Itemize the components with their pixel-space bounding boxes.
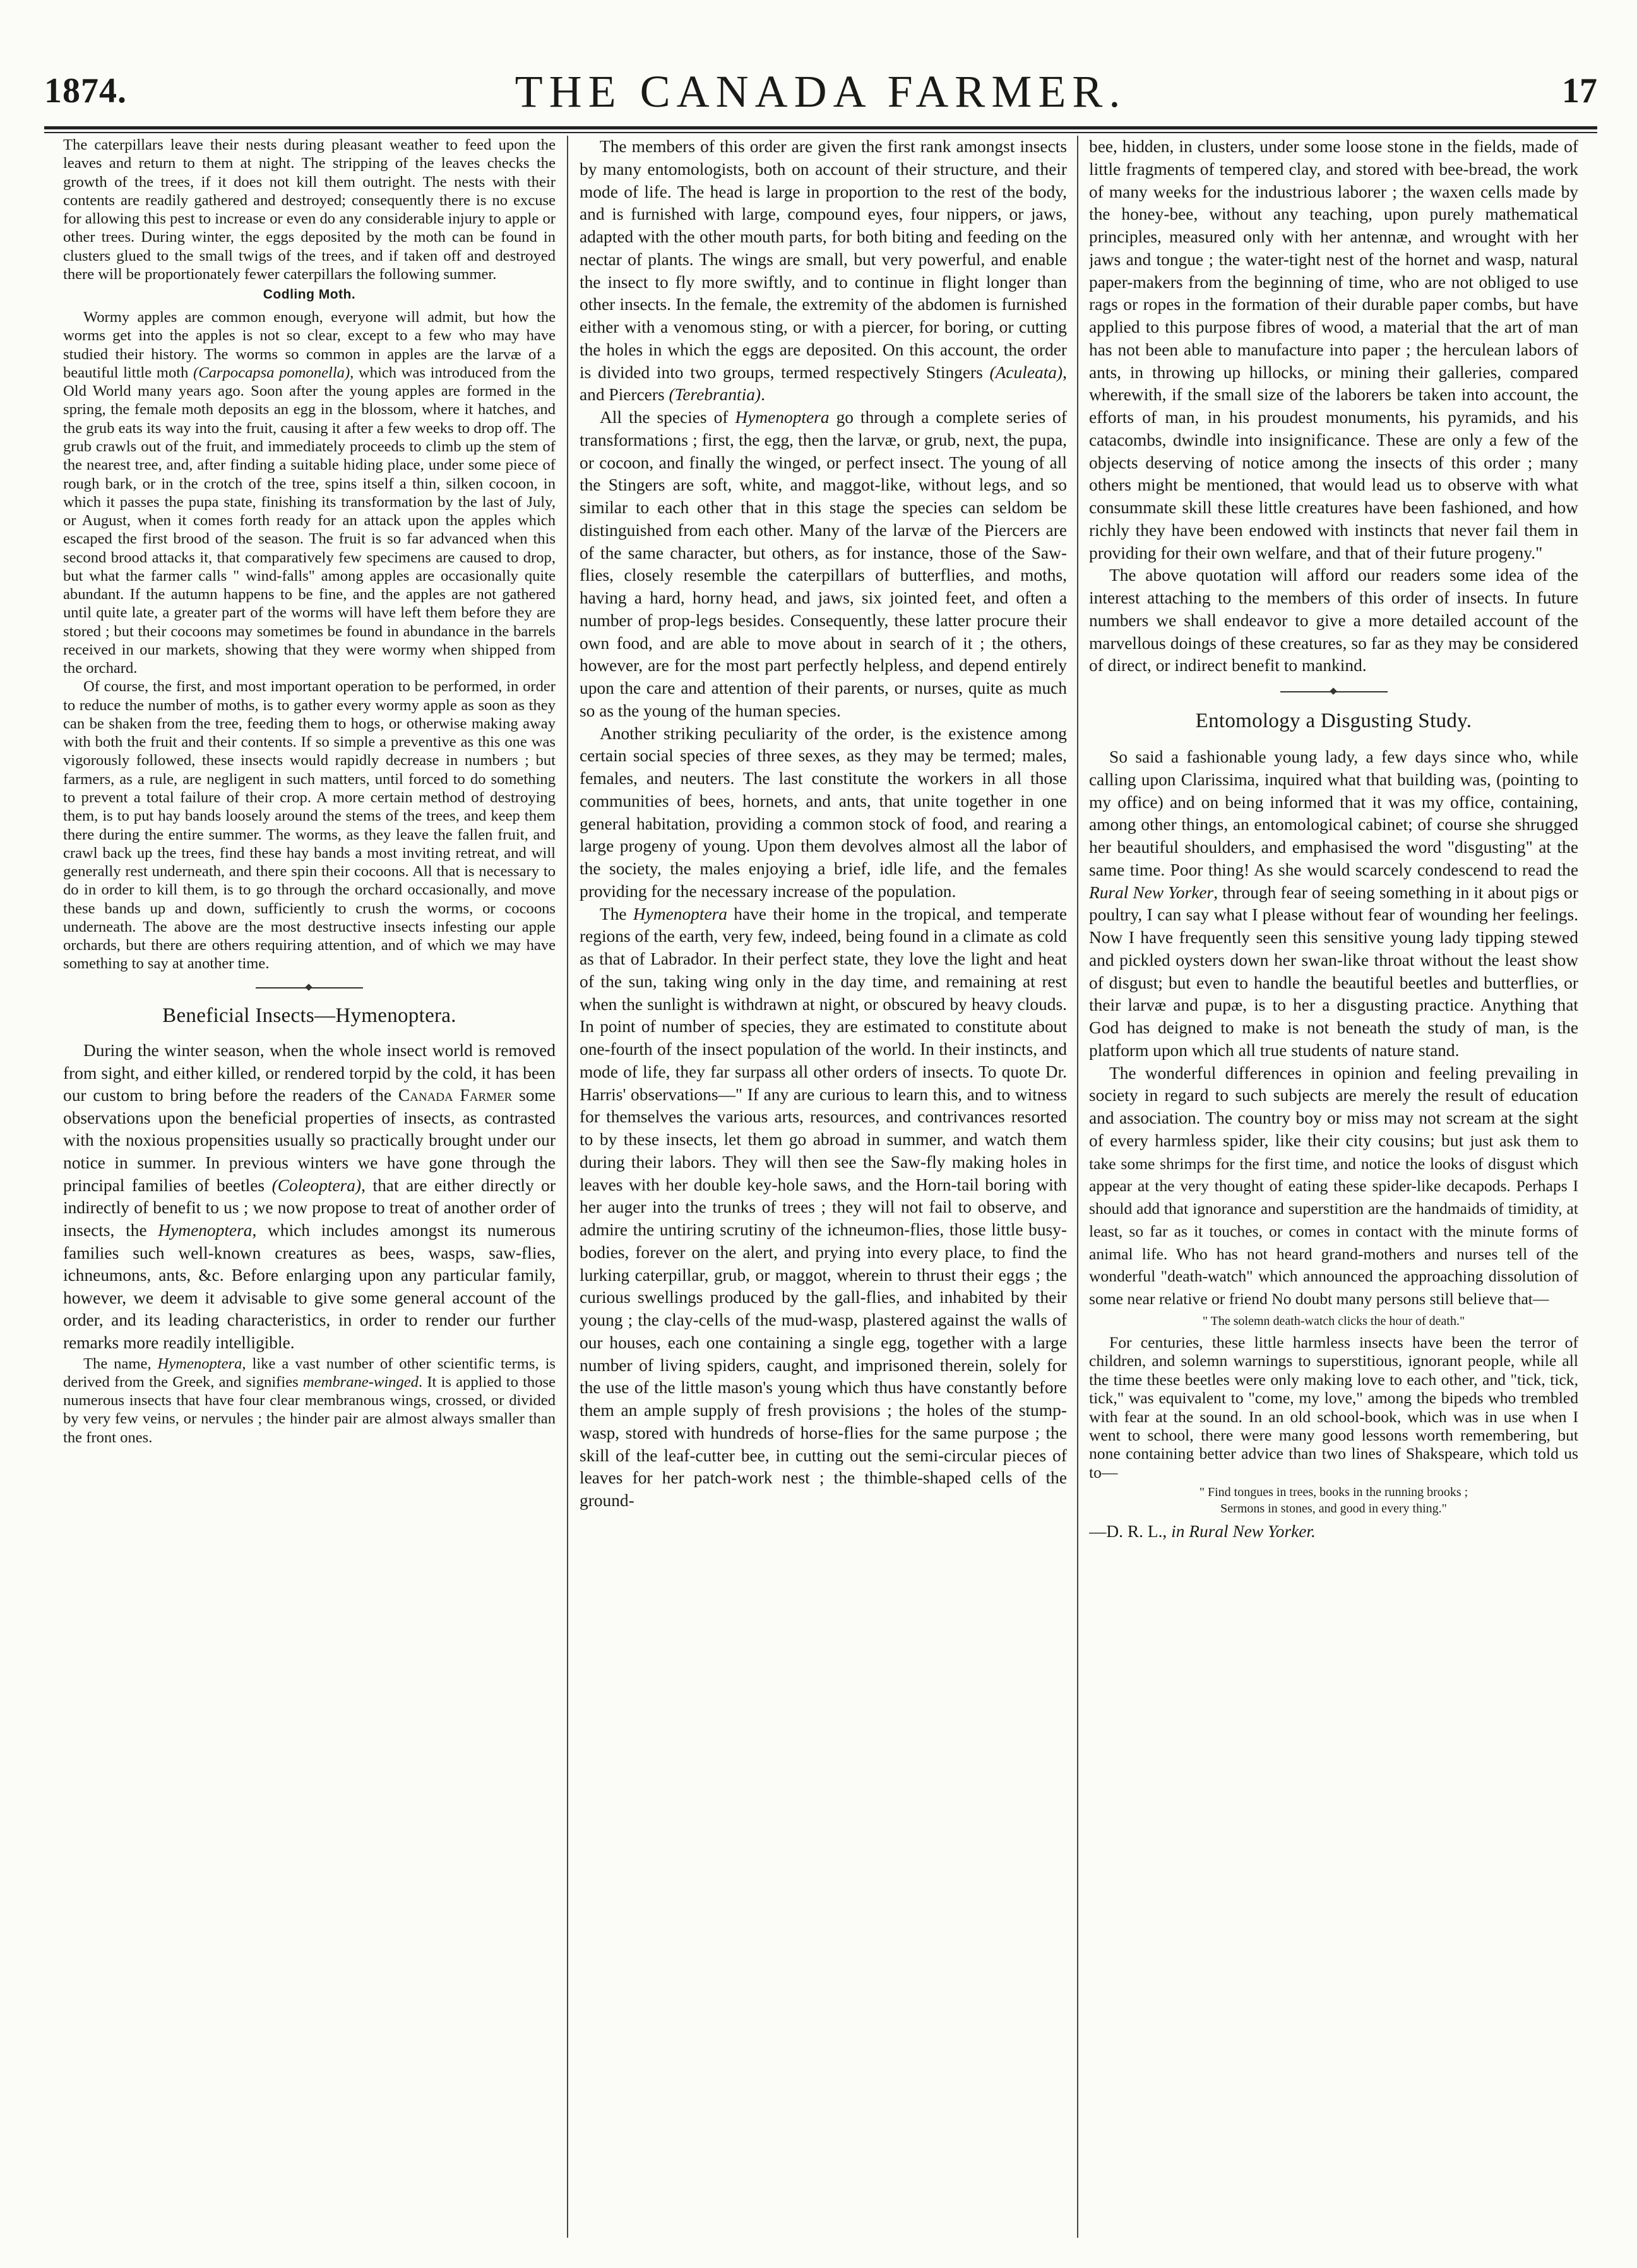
section-divider: [256, 987, 363, 992]
column-divider: [1077, 136, 1078, 2238]
column-divider: [567, 136, 568, 2238]
paragraph: For centuries, these little harmless insects have been the terror of children, and solemn warnings to superstitious, ignorant people, while all the time these beetles were only making love to each other, and "tick, tick, tick," was equivalent to "come, my love," among the bipeds who trembled with fear at the sound. In an old school-book, which was in use when I went to school, there were many good lessons worth remembering, but none containing better advice than two lines of Shakspeare, which told us to—: [1089, 1333, 1578, 1481]
paragraph: bee, hidden, in clusters, under some loose stone in the fields, made of little fragments of tempered clay, and stored with bee-bread, the work of many weeks for the industrious laborer ; the waxen cells made by the honey-bee, without any teaching, upon purely mathematical principles, measured only with her antennæ, and wrought with her jaws and tongue ; the water-tight nest of the hornet and wasp, natural paper-makers from the beginning of time, who are not obliged to use rags or ropes in the formation of their durable paper combs, but have applied to this purpose fibres of wood, a material that the art of man has not been able to manufacture into paper ; the herculean labors of ants, in throwing up hillocks, or mining their galleries, compared wherewith, if the small size of the laborers be taken into account, the efforts of man, in his proudest monuments, his pyramids, and his catacombs, dwindle into insignificance. These are only a few of the objects deserving of notice among the insects of this order ; many others might be mentioned, that would lead us to observe with what consummate skill these little creatures have been fashioned, and how richly they have been endowed with instincts that never fail them in providing for their own welfare, and that of their future progeny.": [1089, 137, 1578, 562]
quotation-line: " Find tongues in trees, books in the running brooks ;: [1199, 1485, 1468, 1500]
masthead-rule-thin: [44, 132, 1597, 133]
paragraph: All the species of Hymenoptera go through a complete series of transformations ; first, the egg, then the larvæ, or grub, next, the pupa, or cocoon, and finally the winged, or perfect insect. The young of all the Stingers are soft, white, and maggot-like, without legs, and so similar to each other that in this stage the species can seldom be distinguished from each other. Many of the larvæ of the Piercers are of the same character, but others, as for instance, those of the Saw-flies, closely resemble the caterpillars of butterflies, and moths, having a hard, horny head, and jaws, six jointed feet, and often a number of prop-legs besides. Consequently, these latter procure their own food, and are able to move about in search of it ; the others, however, are for the most part perfectly helpless, and depend entirely upon the care and attention of their parents, or nurses, quite as much so as the young of the human species.: [580, 408, 1067, 720]
paragraph: So said a fashionable young lady, a few days since who, while calling upon Clarissima, inquired what that building was, (pointing to my office) and on being informed that it was my office, containing, among other things, an entomological cabinet; of course she shrugged her beautiful shoulders, and emphasised the word "disgusting" at the same time. Poor thing! As she would scarcely condescend to read the Rural New Yorker, through fear of seeing something in it about pigs or poultry, I can say what I please without fear of wounding her feelings. Now I have frequently seen this sensitive young lady tipping stewed and pickled oysters down her swan-like throat without the least show of disgust; but even to handle the beautiful beetles and butterflies, or their larvæ and pupæ, is to her a disgusting practice. Anything that God has deigned to make is not beneath the study of man, is the platform upon which all true students of nature stand.: [1089, 747, 1578, 1060]
signature: —D. R. L., in Rural New Yorker.: [1089, 1522, 1316, 1541]
paragraph: The wonderful differences in opinion and feeling prevailing in society in regard to such subjects are merely the result of education and association. The country boy or miss may not scream at the sight of every harmless spider, like their city cousins; but just ask them to take some shrimps for the first time, and notice the looks of disgust which appear at the very thought of eating these spider-like decapods. Perhaps I should add that ignorance and superstition are the handmaids of timidity, at least, so far as it touches, or comes in contact with the minute forms of animal life. Who has not heard grand-mothers and nurses tell of the wonderful "death-watch" which announced the approaching dissolution of some near relative or friend No doubt many persons still believe that—: [1089, 1063, 1578, 1309]
article-heading: Beneficial Insects—Hymenoptera.: [162, 1004, 456, 1027]
paragraph: Another striking peculiarity of the order, is the existence among certain social species of three sexes, as they may be termed; males, females, and neuters. The last constitute the workers in all those communities of bees, hornets, and ants, that unite together in one general habitation, providing a common stock of food, and rearing a large progeny of young. Upon them devolves almost all the labor of the society, the males enjoying a brief, idle life, and the females providing for the necessary increase of the population.: [580, 723, 1067, 901]
paragraph: Of course, the first, and most important operation to be performed, in order to reduce the number of moths, is to gather every wormy apple as soon as they can be shaken from the tree, feeding them to hogs, or otherwise making away with both the fruit and their contents. If so simple a preventive as this one was vigorously followed, these insects would rapidly decrease in numbers ; but farmers, as a rule, are negligent in such matters, until forced to do something to prevent a total failure of their crop. A more certain method of destroying them, is to put hay bands loosely around the stems of the trees, and keep them there during the entire summer. The worms, as they leave the fallen fruit, and crawl back up the trees, find these hay bands a most inviting retreat, and will generally rest underneath, and there spin their cocoons. All that is necessary to do in order to kill them, is to go through the orchard occasionally, and move these bands up and down, sufficiently to crush the worms, or cocoons underneath. The above are the most destructive insects infesting our apple orchards, but there are others requiring attention, and of which we may have something to say at another time.: [63, 678, 556, 973]
paragraph: During the winter season, when the whole insect world is removed from sight, and either killed, or rendered torpid by the cold, it has been our custom to bring before the readers of the Canada Farmer some observations upon the beneficial properties of insects, as contrasted with the noxious propensities usually so practically brought under our notice in summer. In previous winters we have gone through the principal families of beetles (Coleoptera), that are either directly or indirectly of benefit to us ; we now propose to treat of another order of insects, the Hymenoptera, which includes amongst its numerous families such well-known creatures as bees, wasps, saw-flies, ichneumons, ants, &c. Before enlarging upon any particular family, however, we deem it advisable to give some general account of the order, and its leading characteristics, in order to render our further remarks more readily intelligible.: [63, 1040, 556, 1353]
paragraph: The above quotation will afford our readers some idea of the interest attaching to the members of this order of insects. In future numbers we shall endeavor to give a more detailed account of the marvellous doings of these creatures, so far as they may be considered of direct, or indirect benefit to mankind.: [1089, 566, 1578, 675]
column-3: [1089, 136, 1578, 2231]
page-number: 17: [1562, 71, 1597, 110]
quotation-line: Sermons in stones, and good in every thing.": [1220, 1502, 1447, 1516]
paragraph: The members of this order are given the first rank amongst insects by many entomologists, both on account of their structure, and their mode of life. The head is large in proportion to the rest of the body, and is furnished with large, compound eyes, four nippers, or jaws, adapted with the other mouth parts, for both biting and feeding on the nectar of plants. The wings are small, but very powerful, and enable the insect to fly more swiftly, and to continue in flight longer than other insects. In the female, the extremity of the abdomen is furnished either with a venomous sting, or with a piercer, for boring, or cutting the holes in which the eggs are deposited. On this account, the order is divided into two groups, termed respectively Stingers (Aculeata), and Piercers (Terebrantia).: [580, 137, 1067, 405]
newspaper-title: THE CANADA FARMER.: [515, 66, 1127, 117]
paragraph: The Hymenoptera have their home in the tropical, and temperate regions of the earth, very few, indeed, being found in a climate as cold as that of Labrador. In their perfect state, they love the light and heat of the sun, taking wing only in the day time, and remaining at rest when the sunlight is withdrawn at night, or obscured by heavy clouds. In point of number of species, they are estimated to constitute about one-fourth of the insect population of the world. In their instincts, and mode of life, they far surpass all other orders of insects. To quote Dr. Harris' observations—" If any are curious to learn this, and to witness for themselves the various arts, resources, and contrivances resorted to by these insects, let them go abroad in summer, and watch them during their labors. They will then see the Saw-fly making holes in leaves with her double key-hole saws, and the Horn-tail boring with her auger into the trunks of trees ; they will not fail to observe, and admire the untiring scrutiny of the ichneumon-flies, those little busy-bodies, forever on the alert, and prying into every place, to find the lurking caterpillar, grub, or maggot, wherein to thrust their eggs ; the curious swellings produced by the gall-flies, and inhabited by their young ; the clay-cells of the mud-wasp, plastered against the walls of our houses, each one containing a single egg, together with a large number of living spiders, caught, and imprisoned therein, solely for the use of the little mason's young which thus have constantly before them an ample supply of fresh provisions ; the holes of the stump-wasp, stored with hundreds of horse-flies for the same purpose ; the skill of the leaf-cutter bee, in cutting out the semi-circular pieces of leaves for her patch-work nest ; the thimble-shaped cells of the ground-: [580, 904, 1067, 1510]
article-heading: Entomology a Disgusting Study.: [1195, 709, 1472, 732]
column-1: [63, 136, 556, 2231]
quotation: " The solemn death-watch clicks the hour of death.": [1202, 1314, 1465, 1328]
column-2: [580, 136, 1067, 2231]
subheading: Codling Moth.: [263, 287, 356, 302]
masthead: [44, 52, 1597, 121]
paragraph: The name, Hymenoptera, like a vast number of other scientific terms, is derived from the Greek, and signifies membrane-winged. It is applied to those numerous insects that have four clear membranous wings, crossed, or divided by very few veins, or nervules ; the hinder pair are almost always smaller than the front ones.: [63, 1355, 556, 1446]
masthead-rule: [44, 126, 1597, 129]
section-divider: [1280, 691, 1388, 696]
issue-year: 1874.: [44, 71, 127, 110]
paragraph: Wormy apples are common enough, everyone will admit, but how the worms get into the apples is not so clear, except to a few who may have studied their history. The worms so common in apples are the larvæ of a beautiful little moth (Carpocapsa pomonella), which was introduced from the Old World many years ago. Soon after the young apples are formed in the spring, the female moth deposits an egg in the blossom, where it hatches, and the grub eats its way into the fruit, causing it after a few weeks to drop off. The grub crawls out of the fruit, and immediately proceeds to climb up the stem of the nearest tree, and, after finding a suitable hiding place, under some piece of rough bark, or in the crotch of the tree, spins itself a thin, silken cocoon, in which it passes the pupa state, finishing its transformation by the last of July, or August, when it comes forth ready for an attack upon the apples which escaped the first brood of the season. The fruit is so far advanced when this second brood attacks it, that comparatively few specimens are caused to drop, but what the farmer calls " wind-falls" among apples are occasionally quite abundant. If the autumn happens to be fine, and the apples are not gathered until quite late, a greater part of the worms will have left them before they are stored ; but their cocoons may sometimes be found in abundance in the barrels received in our markets, showing that they were wormy when shipped from the orchard.: [63, 309, 556, 677]
paragraph: The caterpillars leave their nests during pleasant weather to feed upon the leaves and return to them at night. The stripping of the leaves checks the growth of the trees, if it does not kill them outright. The nests with their contents are readily gathered and destroyed; consequently there is no excuse for allowing this pest to increase or even do any considerable injury to apple or other trees. During winter, the eggs deposited by the moth can be found in clusters glued to the small twigs of the trees, and if taken off and destroyed there will be proportionately fewer caterpillars the following summer.: [63, 136, 556, 283]
